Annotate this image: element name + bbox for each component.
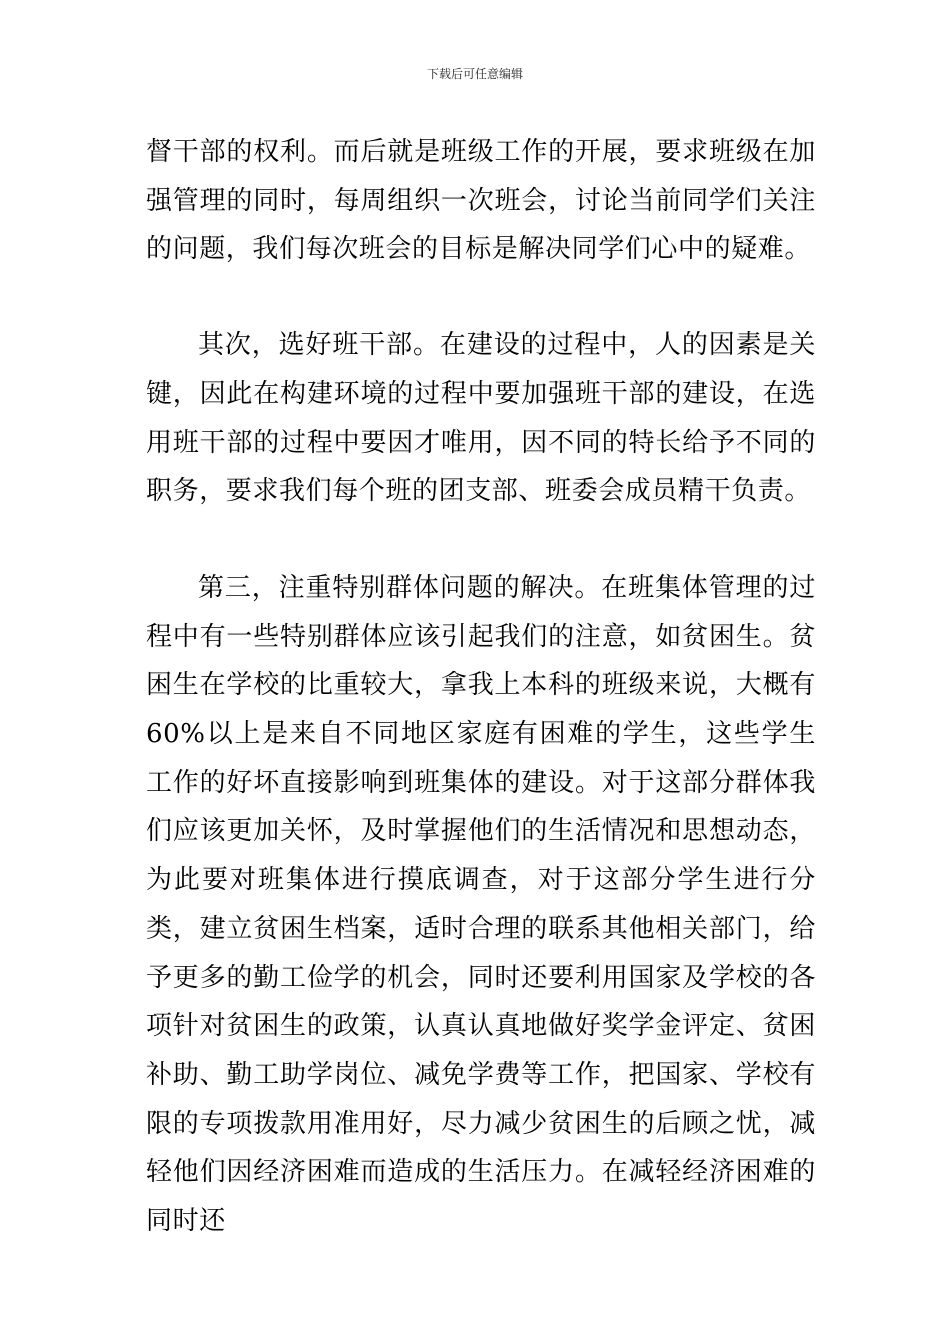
document-body	[146, 128, 816, 1246]
paragraph-class-cadres: 其次，选好班干部。在建设的过程中，人的因素是关键，因此在构建环境的过程中要加强班干部的建设，在选用班干部的过程中要因才唯用，因不同的特长给予不同的职务，要求我们每个班的团支部、班委会成员精干负责。	[146, 330, 816, 507]
page-header: 下载后可任意编辑	[426, 67, 523, 81]
paragraph-special-groups: 第三，注重特别群体问题的解决。在班集体管理的过程中有一些特别群体应该引起我们的注意，如贫困生。贫困生在学校的比重较大，拿我上本科的班级来说，大概有60%以上是来自不同地区家庭有困难的学生，这些学生工作的好坏直接影响到班集体的建设。对于这部分群体我们应该更加关怀，及时掌握他们的生活情况和思想动态，为此要对班集体进行摸底调查，对于这部分学生进行分类，建立贫困生档案，适时合理的联系其他相关部门，给予更多的勤工俭学的机会，同时还要利用国家及学校的各项针对贫困生的政策，认真认真地做好奖学金评定、贫困补助、勤工助学岗位、减免学费等工作，把国家、学校有限的专项拨款用准用好，尽力减少贫困生的后顾之忧，减轻他们因经济困难而造成的生活压力。在减轻经济困难的同时还	[146, 572, 816, 1237]
paragraph-continuation: 督干部的权利。而后就是班级工作的开展，要求班级在加强管理的同时，每周组织一次班会，讨论当前同学们关注的问题，我们每次班会的目标是解决同学们心中的疑难。	[146, 137, 816, 265]
